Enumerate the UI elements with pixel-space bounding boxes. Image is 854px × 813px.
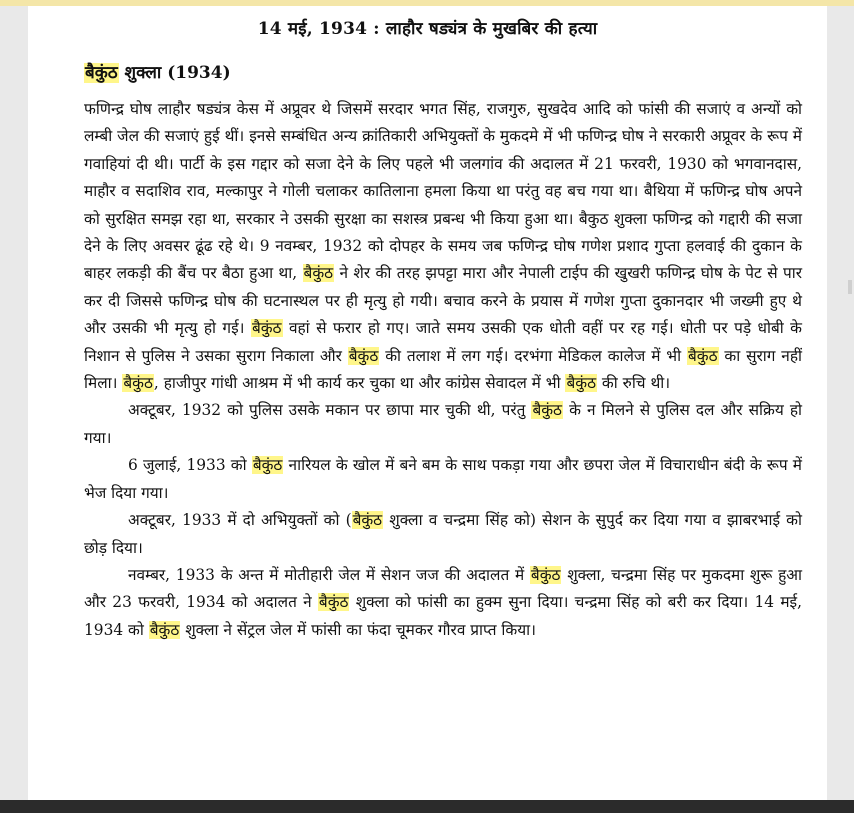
text-run: , हाजीपुर गांधी आश्रम में भी कार्य कर चुका था और कांग्रेस सेवादल में भी <box>153 374 566 393</box>
text-run: नवम्बर, 1933 के अन्त में मोतीहारी जेल में सेशन जज की अदालत में <box>128 565 530 584</box>
document-page <box>28 6 827 800</box>
text-run: ने शेर की तरह झपट्टा मारा और नेपाली टाईप की खुखरी फणिन्द्र घोष के पेट से पार कर दी जिससे फणिन्द्र घोष की घटनास्थल पर ही मृत्यु हो गयी। बचाव करने के प्रयास में गणेश गुप्ता दुकानदार भी जख्मी हुए थे और उसकी भी मृत्यु हो गई। <box>84 264 803 338</box>
paragraph <box>84 507 802 562</box>
text-run: शुक्ला ने सेंट्रल जेल में फांसी का फंदा चूमकर गौरव प्राप्त किया। <box>180 620 536 639</box>
highlighted-term: बैकुंठ <box>530 565 561 584</box>
scroll-indicator <box>848 280 852 294</box>
highlighted-term: बैकुंठ <box>252 456 283 475</box>
bottom-toolbar <box>0 800 854 813</box>
highlighted-term: बैकुंठ <box>251 319 282 338</box>
highlighted-term: बैकुंठ <box>566 374 597 393</box>
highlighted-term: बैकुंठ <box>687 346 718 365</box>
body-text <box>84 96 802 644</box>
text-run: के न मिलने से पुलिस दल और सक्रिय हो गया। <box>84 401 802 447</box>
highlighted-term: बैकुंठ <box>123 374 153 393</box>
text-run: 6 जुलाई, 1933 को <box>128 456 252 475</box>
text-run: शुक्ला व चन्द्रमा सिंह को) सेशन के सुपुर्द कर दिया गया व झाबरभाई को छोड़ दिया। <box>84 511 802 557</box>
text-run: फणिन्द्र घोष लाहौर षड्यंत्र केस में अप्रूवर थे जिसमें सरदार भगत सिंह, राजगुरु, सुखदेव आदि को फांसी की सजाएं व अन्यों को लम्बी जेल की सजाएं हुई थीं। इनसे सम्बंधित अन्य क्रांतिकारी अभियुक्तों के मुकदमे में भी फणिन्द्र घोष ने सरकारी अप्रूवर के रूप में गवाहियां दी थी। पार्टी के इस गद्दार को सजा देने के लिए पहले भी जलगांव की अदालत में 21 फरवरी, 1930 को भगवानदास, माहौर व सदाशिव राव, मल्कापुर ने गोली चलाकर कातिलाना हमला किया था परंतु वह बच गया था। बैथिया में फणिन्द्र घोष अपने को सुरक्षित समझ रहा था, सरकार ने उसकी सुरक्षा का सशस्त्र प्रबन्ध भी किया हुआ था। बैकुठ शुक्ला फणिन्द्र को गद्दारी की सजा देने के लिए अवसर ढूंढ रहे थे। 9 नवम्बर, 1932 को दोपहर के समय जब फणिन्द्र घोष गणेश प्रशाद गुप्ता हलवाई की दुकान के बाहर लकड़ी की बैंच पर बैठा हुआ था, <box>84 100 803 283</box>
highlighted-term: बैकुंठ <box>303 264 334 283</box>
highlighted-term: बैकुंठ <box>318 593 349 612</box>
section-heading-rest: शुक्ला (1934) <box>118 63 231 83</box>
text-run: की तलाश में लग गई। दरभंगा मेडिकल कालेज में भी <box>379 346 687 365</box>
paragraph <box>84 562 802 644</box>
paragraph <box>84 397 802 452</box>
page-title: 14 मई, 1934 : लाहौर षड्यंत्र के मुखबिर की हत्या <box>257 19 598 39</box>
text-run: अक्टूबर, 1933 में दो अभियुक्तों को ( <box>128 511 352 530</box>
text-run: शुक्ला को फांसी का हुक्म सुना दिया। चन्द्रमा सिंह को बरी कर दिया। 14 मई, 1934 को <box>84 593 802 639</box>
highlighted-term: बैकुंठ <box>532 401 563 420</box>
section-heading <box>84 60 231 83</box>
highlighted-term: बैकुंठ <box>149 620 180 639</box>
highlighted-term: बैकुंठ <box>348 346 379 365</box>
highlighted-term: बैकुंठ <box>85 63 118 83</box>
paragraph <box>84 452 802 507</box>
text-run: अक्टूबर, 1932 को पुलिस उसके मकान पर छापा मार चुकी थी, परंतु <box>128 401 532 420</box>
paragraph <box>84 96 802 397</box>
text-run: वहां से फरार हो गए। जाते समय उसकी एक धोती वहीं पर रह गई। धोती पर पड़े धोबी के निशान से पुलिस ने उसका सुराग निकाला और <box>84 319 803 365</box>
highlighted-term: बैकुंठ <box>352 511 383 530</box>
text-run: का सुराग नहीं मिला। <box>84 346 802 393</box>
text-run: की रुचि थी। <box>597 374 671 393</box>
text-run: शुक्ला, चन्द्रमा सिंह पर मुकदमा शुरू हुआ और 23 फरवरी, 1934 को अदालत ने <box>84 565 802 612</box>
text-run: नारियल के खोल में बने बम के साथ पकड़ा गया और छपरा जेल में विचाराधीन बंदी के रूप में भेज दिया गया। <box>84 456 802 502</box>
